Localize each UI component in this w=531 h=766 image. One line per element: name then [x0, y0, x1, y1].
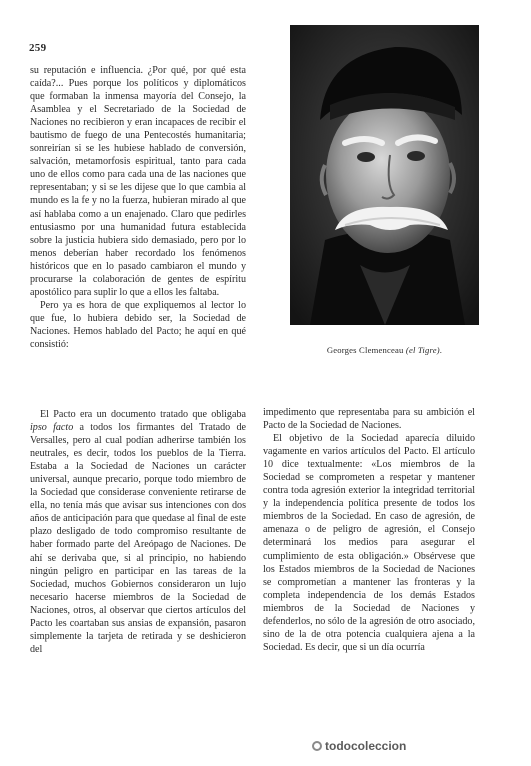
left-column-bottom — [30, 408, 246, 656]
watermark — [312, 739, 406, 753]
paragraph: su reputación e influencia. ¿Por qué, por qué esta caída?... Pues porque los políticos y diplomáticos que formaban la inmensa mayoría del Consejo, la Asamblea y el Secretariado de la Sociedad de Naciones no recibieron y eran incapaces de recibir el bautismo de fuego de una Pentecostés humanitaria; sonreirían si se les hubiese hablado de conversión, salvación, metamorfosis espiritual, tanto para cada uno de ellos como para cada una de las naciones que representaban; y si se les dijese que lo que cambia al mundo es la fe y no la fuerza, hubieran mirado al que así hablaba como a un enajenado. Claro que pedirles entusiasmo por una humanidad futura establecida sobre la justicia hubiera sido demasiado, pero por lo menos deberían haber recordado los fenómenos históricos que en lo pasado cambiaron el mundo y procurarse la colaboración de gentes de espíritu apostólico para suplir lo que a ellos les faltaba. — [30, 65, 246, 298]
paragraph: impedimento que representaba para su ambición el Pacto de la Sociedad de Naciones. — [263, 407, 475, 432]
right-column — [263, 406, 475, 654]
paragraph: El objetivo de la Sociedad aparecía diluido vagamente en varios artículos del Pacto. El artículo 10 dice textualmente: «Los miembros de la Sociedad se comprometen a respetar y mantener contra toda agresión exterior la integridad territorial y la independencia política presente de todos los miembros de la Sociedad. En caso de agresión, de amenaza o de peligro de agresión, el Consejo determinará los medios para asegurar el cumplimiento de esta obligación.» Obsérvese que los Estados miembros de la Sociedad de Naciones se comprometían a mantener las fronteras y la completa independencia de los demás Estados miembros de la Sociedad de Naciones y defenderlos, no sólo de la agresión de otro asociado, sino de la de otra potencia cualquiera ajena a la Sociedad. Es decir, que si un día ocurría — [263, 433, 475, 653]
caption-end: . — [439, 345, 443, 355]
caption-nickname: (el Tigre) — [405, 345, 440, 355]
left-column-top — [30, 64, 246, 351]
paragraph-text: El Pacto era un documento tratado que obligaba — [40, 409, 246, 420]
portrait-photo — [290, 25, 479, 325]
page-number: 259 — [29, 42, 47, 54]
paragraph: Pero ya es hora de que expliquemos al lector lo que fue, lo hubiera debido ser, la Sociedad de Naciones. Hemos hablado del Pacto; he aquí en qué consistió: — [30, 299, 246, 350]
caption-name: Georges Clemenceau — [326, 345, 404, 355]
watermark-text: todocoleccion — [325, 739, 407, 753]
watermark-logo-icon — [312, 741, 322, 751]
italic-term: ipso facto — [30, 422, 74, 434]
photo-caption — [290, 345, 479, 355]
portrait-illustration — [290, 25, 479, 325]
paragraph-text: a todos los firmantes del Tratado de Versalles, pero al cual podían adherirse también los neutrales, es decir, todos los pueblos de la Tierra. Estaba a la Sociedad de Naciones un carácter universal, aunque precario, porque todo miembro de la Sociedad que considerase conveniente retirarse de ella, no tenía más que avisar sus intenciones con dos años de anticipación para que quedase al final de este plazo desligado de todo compromiso resultante de haber formado parte del Areópago de Naciones. De ahí se derivaba que, si al principio, no habiendo ningún peligro en participar en las tareas de la Sociedad, muchos Gobiernos consideraron un lujo necesario hacerse miembros de la Sociedad de Naciones, otros, al observar que ciertos artículos del Pacto les coartaban sus ansias de expansión, pasaron simplemente la tarjeta de retirada y se deshicieron del — [30, 422, 246, 655]
paragraph — [30, 408, 246, 656]
